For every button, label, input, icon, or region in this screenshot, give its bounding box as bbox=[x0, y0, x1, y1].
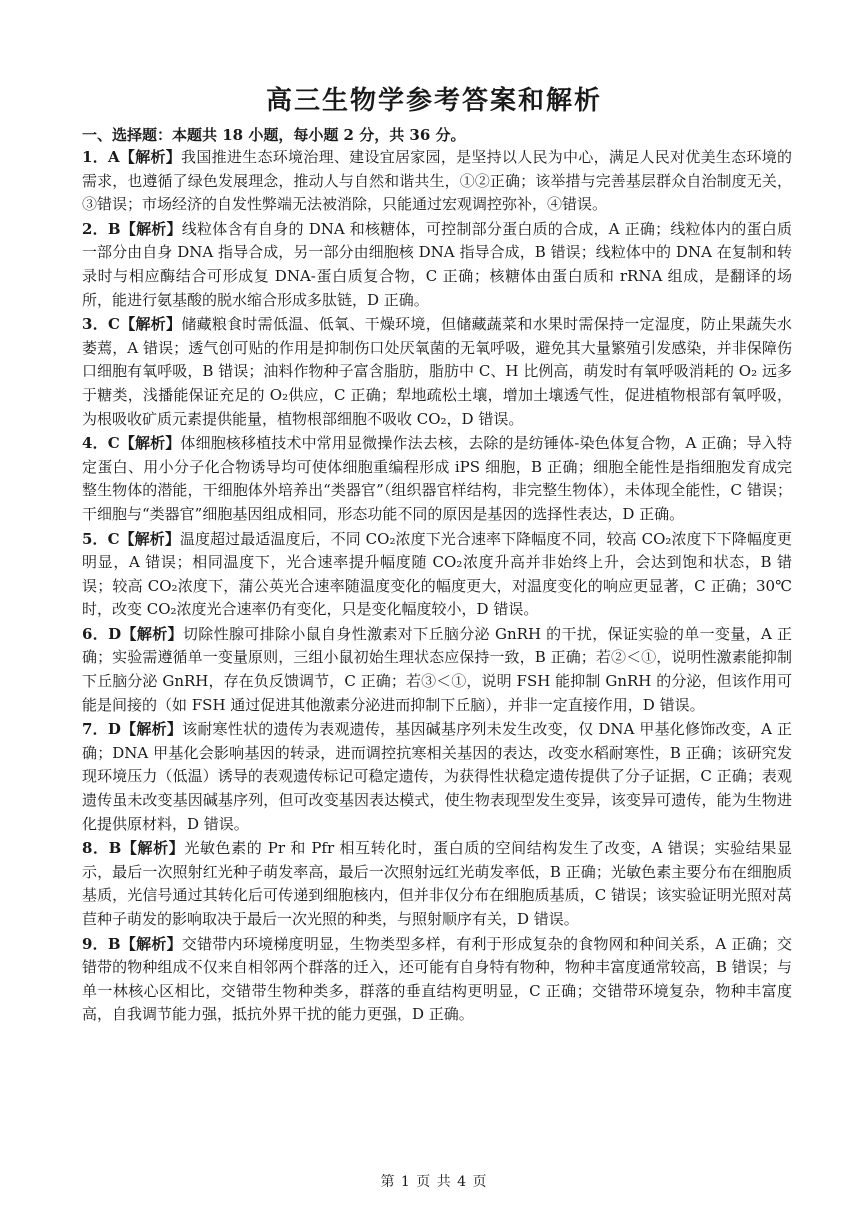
answer-list bbox=[82, 146, 792, 1028]
answer-item-1 bbox=[82, 146, 792, 217]
analysis-tag: 【解析】 bbox=[120, 720, 183, 739]
answer-item-4 bbox=[82, 432, 792, 526]
analysis-tag: 【解析】 bbox=[120, 219, 182, 238]
answer-number: 2．B bbox=[82, 219, 121, 238]
answer-number: 8．B bbox=[82, 839, 122, 858]
answer-item-8 bbox=[82, 837, 792, 931]
page-title: 高三生物学参考答案和解析 bbox=[265, 86, 602, 116]
analysis-tag: 【解析】 bbox=[119, 434, 181, 453]
answer-number: 7．D bbox=[82, 720, 121, 739]
answer-explanation: 储藏粮食时需低温、低氧、干燥环境，但储藏蔬菜和水果时需保持一定湿度，防止果蔬失水萎蔫，A 错误；透气创可贴的作用是抑制伤口处厌氧菌的无氧呼吸，避免其大量繁殖引发感染，并非保障伤口细胞有氧呼吸，B 错误；油料作物种子富含脂肪，脂肪中 C、H 比例高，萌发时有氧呼吸消耗的 O₂ 远多于糖类，浅播能保证充足的 O₂供应，C 正确；犁地疏松土壤，增加土壤透气性，促进植物根部有氧呼吸，为根吸收矿质元素提供能量，植物根部细胞不吸收 CO₂，D 错误。 bbox=[82, 315, 792, 428]
analysis-tag: 【解析】 bbox=[121, 839, 185, 858]
answer-number: 1．A bbox=[82, 148, 120, 166]
answer-item-2 bbox=[82, 218, 792, 312]
analysis-tag: 【解析】 bbox=[121, 624, 183, 643]
answer-item-3 bbox=[82, 313, 792, 431]
answer-explanation: 我国推进生态环境治理、建设宜居家园，是坚持以人民为中心，满足人民对优美生态环境的需求，也遵循了绿色发展理念，推动人与自然和谐共生，①②正确；该举措与完善基层群众自治制度无关，③错误；市场经济的自发性弊端无法被消除，只能通过宏观调控弥补，④错误。 bbox=[82, 148, 792, 214]
answer-number: 6．D bbox=[82, 624, 122, 643]
answer-number: 3．C bbox=[82, 315, 120, 334]
answer-number: 4．C bbox=[82, 434, 120, 453]
answer-item-7 bbox=[82, 718, 792, 836]
section-heading: 一、选择题：本题共 18 小题，每小题 2 分，共 36 分。 bbox=[82, 126, 466, 144]
answer-explanation: 光敏色素的 Pr 和 Pfr 相互转化时，蛋白质的空间结构发生了改变，A 错误；实验结果显示，最后一次照射红光种子萌发率高，最后一次照射远红光萌发率低，B 正确；光敏色素主要分布在细胞质基质，光信号通过其转化后可传递到细胞核内，但并非仅分布在细胞质基质，C 错误；该实验证明光照对莴苣种子萌发的影响取决于最后一次光照的种类，与照射顺序有关，D 错误。 bbox=[82, 839, 792, 928]
answer-explanation: 温度超过最适温度后，不同 CO₂浓度下光合速率下降幅度不同，较高 CO₂浓度下下降幅度更明显，A 错误；相同温度下，光合速率提升幅度随 CO₂浓度升高并非始终上升，会达到饱和状态，B 错误；较高 CO₂浓度下，蒲公英光合速率随温度变化的幅度更大，对温度变化的响应更显著，C 正确；30℃时，改变 CO₂浓度光合速率仍有变化，只是变化幅度较小，D 错误。 bbox=[82, 529, 792, 619]
analysis-tag: 【解析】 bbox=[119, 529, 180, 548]
answer-item-5 bbox=[82, 528, 792, 622]
answer-explanation: 交错带内环境梯度明显，生物类型多样，有利于形成复杂的食物网和种间关系，A 正确；交错带的物种组成不仅来自相邻两个群落的迁入，还可能有自身特有物种，物种丰富度通常较高，B 错误；与单一林核心区相比，交错带生物种类多，群落的垂直结构更明显，C 正确；交错带环境复杂，物种丰富度高，自我调节能力强，抵抗外界干扰的能力更强，D 正确。 bbox=[82, 934, 792, 1024]
answer-number: 9．B bbox=[82, 934, 121, 953]
answer-explanation: 该耐寒性状的遗传为表观遗传，基因碱基序列未发生改变，仅 DNA 甲基化修饰改变，A 正确；DNA 甲基化会影响基因的转录，进而调控抗寒相关基因的表达，改变水稻耐寒性，B 正确；该研究发现环境压力（低温）诱导的表观遗传标记可稳定遗传，为获得性状稳定遗传提供了分子证据，C 正确；表观遗传虽未改变基因碱基序列，但可改变基因表达模式，使生物表现型发生变异，该变异可遗传，能为生物进化提供原材料，D 错误。 bbox=[82, 720, 793, 833]
answer-explanation: 体细胞核移植技术中常用显微操作法去核，去除的是纺锤体-染色体复合物，A 正确；导入特定蛋白、用小分子化合物诱导均可使体细胞重编程形成 iPS 细胞，B 正确；细胞全能性是指细胞发育成完整生物体的潜能，干细胞体外培养出“类器官”（组织器官样结构，非完整生物体），未体现全能性，C 错误；干细胞与“类器官”细胞基因组成相同，形态功能不同的原因是基因的选择性表达，D 正确。 bbox=[82, 434, 792, 523]
analysis-tag: 【解析】 bbox=[120, 934, 182, 953]
answer-item-9 bbox=[82, 933, 792, 1027]
analysis-tag: 【解析】 bbox=[119, 148, 182, 166]
page-footer: 第 1 页 共 4 页 bbox=[380, 1174, 488, 1190]
answer-number: 5．C bbox=[82, 529, 120, 548]
answer-item-6 bbox=[82, 623, 792, 717]
answer-explanation: 线粒体含有自身的 DNA 和核糖体，可控制部分蛋白质的合成，A 正确；线粒体内的蛋白质一部分由自身 DNA 指导合成，另一部分由细胞核 DNA 指导合成，B 错误；线粒体中的 DNA 在复制和转录时与相应酶结合可形成复 DNA-蛋白质复合物，C 正确；核糖体由蛋白质和 rRNA 组成，是翻译的场所，能进行氨基酸的脱水缩合形成多肽链，D 正确。 bbox=[82, 219, 792, 309]
answer-explanation: 切除性腺可排除小鼠自身性激素对下丘脑分泌 GnRH 的干扰，保证实验的单一变量，A 正确；实验需遵循单一变量原则，三组小鼠初始生理状态应保持一致，B 正确；若②＜①，说明性激素能抑制下丘脑分泌 GnRH，存在负反馈调节，C 正确；若③＜①，说明 FSH 能抑制 GnRH 的分泌，但该作用可能是间接的（如 FSH 通过促进其他激素分泌进而抑制下丘脑），并非一定直接作用，D 错误。 bbox=[82, 624, 792, 714]
analysis-tag: 【解析】 bbox=[119, 315, 182, 334]
